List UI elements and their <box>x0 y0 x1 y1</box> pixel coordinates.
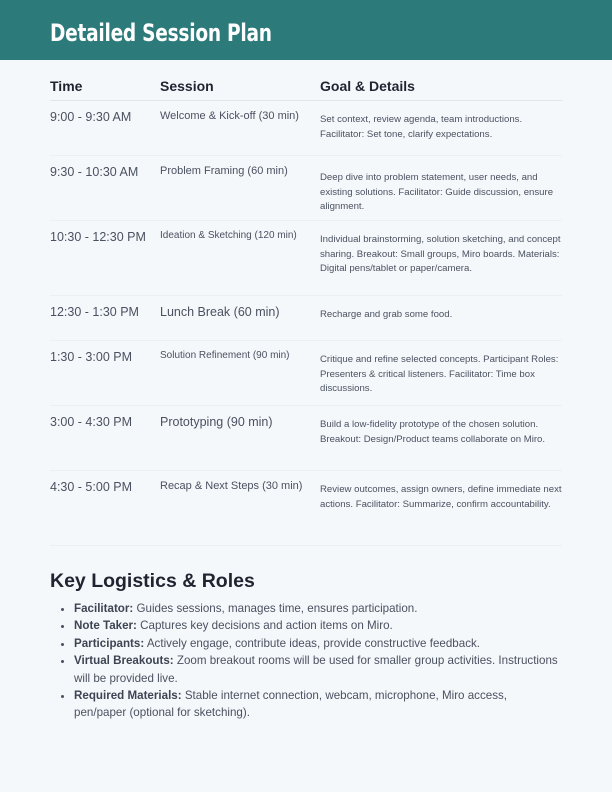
cell-time: 3:00 - 4:30 PM <box>50 415 132 429</box>
cell-time: 9:00 - 9:30 AM <box>50 110 132 124</box>
cell-time: 9:30 - 10:30 AM <box>50 165 139 179</box>
session-plan-table <box>50 78 562 546</box>
list-item <box>74 600 562 617</box>
logistics-list <box>50 600 562 722</box>
item-text: Captures key decisions and action items on Miro. <box>136 619 393 633</box>
cell-details: Critique and refine selected concepts. Participant Roles: Presenters & critical listeners. Facilitator: Time box discussions. <box>320 354 559 395</box>
table-row <box>50 156 562 221</box>
cell-details: Build a low-fidelity prototype of the chosen solution. Breakout: Design/Product teams collaborate on Miro. <box>320 419 546 445</box>
page-header <box>0 0 612 60</box>
table-row <box>50 406 562 471</box>
table-row <box>50 221 562 296</box>
cell-details: Set context, review agenda, team introductions. Facilitator: Set tone, clarify expectations. <box>320 114 523 140</box>
list-item <box>74 687 562 722</box>
item-label: Required Materials: <box>74 689 182 703</box>
item-label: Virtual Breakouts: <box>74 654 174 668</box>
table-row <box>50 101 562 156</box>
cell-time: 4:30 - 5:00 PM <box>50 480 132 494</box>
list-item <box>74 652 562 687</box>
item-text: Zoom breakout rooms will be used for smaller group activities. Instructions will be provided live. <box>74 654 558 685</box>
cell-details: Recharge and grab some food. <box>320 309 453 320</box>
item-text: Guides sessions, manages time, ensures participation. <box>133 602 418 615</box>
cell-session: Recap & Next Steps (30 min) <box>160 480 303 492</box>
table-row <box>50 341 562 406</box>
item-text: Actively engage, contribute ideas, provide constructive feedback. <box>144 636 481 650</box>
item-label: Note Taker: <box>74 619 137 633</box>
list-item <box>74 635 562 652</box>
table-row <box>50 296 562 341</box>
cell-session: Solution Refinement (90 min) <box>160 350 290 361</box>
cell-details: Review outcomes, assign owners, define immediate next actions. Facilitator: Summarize, confirm accountability. <box>320 484 562 510</box>
page-title: Detailed Session Plan <box>50 19 272 47</box>
cell-session: Ideation & Sketching (120 min) <box>160 230 297 241</box>
cell-session: Lunch Break (60 min) <box>160 305 280 319</box>
cell-time: 12:30 - 1:30 PM <box>50 305 139 319</box>
list-item <box>74 617 562 634</box>
cell-details: Individual brainstorming, solution sketching, and concept sharing. Breakout: Small groups, Miro boards. Materials: Digital pens/tablet or paper/camera. <box>320 234 561 275</box>
cell-time: 10:30 - 12:30 PM <box>50 230 146 244</box>
column-header-goal: Goal & Details <box>320 78 415 94</box>
column-header-time: Time <box>50 78 83 94</box>
cell-session: Problem Framing (60 min) <box>160 165 288 177</box>
table-header <box>50 78 562 101</box>
logistics-title: Key Logistics & Roles <box>50 570 255 592</box>
cell-time: 1:30 - 3:00 PM <box>50 350 132 364</box>
cell-details: Deep dive into problem statement, user needs, and existing solutions. Facilitator: Guide discussion, ensure alignment. <box>320 172 554 213</box>
cell-session: Welcome & Kick-off (30 min) <box>160 110 299 122</box>
item-text: Stable internet connection, webcam, microphone, Miro access, pen/paper (optional for sketching). <box>74 689 508 720</box>
item-label: Participants: <box>74 636 145 650</box>
item-label: Facilitator: <box>74 602 134 615</box>
table-row <box>50 471 562 546</box>
cell-session: Prototyping (90 min) <box>160 415 273 429</box>
column-header-session: Session <box>160 78 214 94</box>
